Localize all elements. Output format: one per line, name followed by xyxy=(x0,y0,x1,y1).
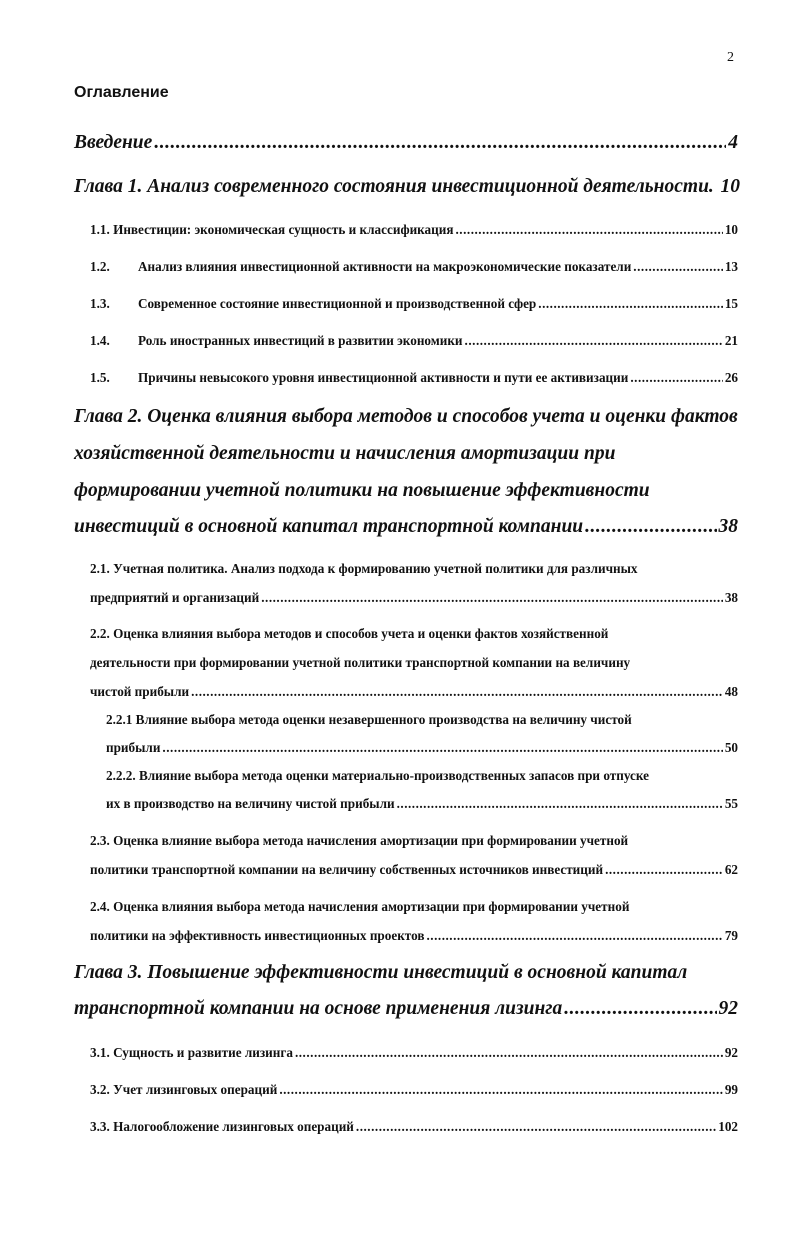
toc-entry-2-4-line-1[interactable]: 2.4. Оценка влияния выбора метода начисления амортизации при формировании учетной xyxy=(90,899,630,914)
leader-dots xyxy=(427,928,723,944)
toc-page-number: 13 xyxy=(724,259,738,274)
toc-entry-chapter-1[interactable] xyxy=(74,176,740,198)
toc-page-number: 48 xyxy=(724,684,738,699)
leader-dots xyxy=(261,590,723,606)
toc-entry-text: инвестиций в основной капитал транспортной компании xyxy=(74,516,584,537)
toc-entry-text: транспортной компании на основе применения лизинга xyxy=(74,998,563,1019)
toc-entry-chapter-3[interactable] xyxy=(74,998,738,1020)
toc-page-number: 38 xyxy=(718,516,738,537)
toc-page-number: 26 xyxy=(724,370,738,385)
toc-entry-2-2-2[interactable] xyxy=(106,796,738,812)
toc-entry-2-2-1[interactable] xyxy=(106,740,738,756)
toc-entry-text: 3.1. Сущность и развитие лизинга xyxy=(90,1045,293,1060)
toc-entry-2-2-line-2[interactable]: деятельности при формировании учетной политики транспортной компании на величину xyxy=(90,655,631,670)
toc-page-number: 102 xyxy=(718,1119,738,1134)
toc-page-number: 99 xyxy=(724,1082,738,1097)
toc-page-number: 21 xyxy=(724,333,738,348)
toc-entry-3-2[interactable] xyxy=(90,1082,738,1098)
toc-page-number: 10 xyxy=(724,222,738,237)
toc-entry-1-3[interactable] xyxy=(90,296,738,312)
toc-entry-number: 1.4. xyxy=(90,333,110,348)
leader-dots xyxy=(162,740,722,756)
toc-entry-text: чистой прибыли xyxy=(90,684,190,699)
toc-entry-text: предприятий и организаций xyxy=(90,590,260,605)
toc-entry-text: Причины невысокого уровня инвестиционной активности и пути ее активизации xyxy=(138,370,629,385)
page-number: 2 xyxy=(727,50,734,65)
toc-entry-2-2-2-line-1[interactable]: 2.2.2. Влияние выбора метода оценки материально-производственных запасов при отпуске xyxy=(106,768,649,783)
toc-chapter-2-line-2[interactable]: хозяйственной деятельности и начисления амортизации при xyxy=(74,443,616,464)
toc-chapter-3-line-1[interactable]: Глава 3. Повышение эффективности инвестиций в основной капитал xyxy=(74,962,688,983)
toc-entry-1-1[interactable] xyxy=(90,222,738,238)
toc-entry-3-3[interactable] xyxy=(90,1119,738,1135)
toc-page-number: 79 xyxy=(724,928,738,943)
toc-page-number: 4 xyxy=(728,132,738,153)
leader-dots xyxy=(356,1119,716,1135)
leader-dots xyxy=(465,333,723,349)
toc-entry-2-3[interactable] xyxy=(90,862,738,878)
toc-page-number: 55 xyxy=(724,796,738,811)
toc-entry-text: Роль иностранных инвестиций в развитии экономики xyxy=(138,333,463,348)
toc-entry-intro[interactable] xyxy=(74,132,738,154)
toc-entry-text: политики транспортной компании на величину собственных источников инвестиций xyxy=(90,862,604,877)
toc-entry-text: 1.1. Инвестиции: экономическая сущность и классификация xyxy=(90,222,454,237)
toc-entry-2-2[interactable] xyxy=(90,684,738,700)
toc-entry-2-2-line-1[interactable]: 2.2. Оценка влияния выбора методов и способов учета и оценки фактов хозяйственной xyxy=(90,626,609,641)
toc-page-number: 15 xyxy=(724,296,738,311)
toc-entry-text: Анализ влияния инвестиционной активности на макроэкономические показатели xyxy=(138,259,632,274)
toc-entry-2-3-line-1[interactable]: 2.3. Оценка влияние выбора метода начисления амортизации при формировании учетной xyxy=(90,833,629,848)
leader-dots xyxy=(456,222,723,238)
toc-entry-text: Введение xyxy=(74,132,153,153)
toc-page-number: 10 xyxy=(720,176,740,197)
toc-entry-number: 1.3. xyxy=(90,296,110,311)
toc-entry-text: Современное состояние инвестиционной и производственной сфер xyxy=(138,296,537,311)
toc-entry-1-4[interactable] xyxy=(90,333,738,349)
leader-dots xyxy=(630,370,722,386)
toc-page-number: 50 xyxy=(724,740,738,755)
toc-page-number: 92 xyxy=(718,998,738,1019)
toc-page-number: 38 xyxy=(724,590,738,605)
toc-entry-3-1[interactable] xyxy=(90,1045,738,1061)
toc-entry-text: прибыли xyxy=(106,740,161,755)
leader-dots xyxy=(295,1045,723,1061)
toc-entry-1-5[interactable] xyxy=(90,370,738,386)
toc-chapter-2-line-3[interactable]: формировании учетной политики на повышение эффективности xyxy=(74,480,650,501)
toc-entry-number: 1.5. xyxy=(90,370,110,385)
leader-dots xyxy=(397,796,723,812)
toc-chapter-2-line-1[interactable]: Глава 2. Оценка влияния выбора методов и способов учета и оценки фактов xyxy=(74,406,738,427)
toc-entry-text: их в производство на величину чистой прибыли xyxy=(106,796,395,811)
leader-dots xyxy=(585,516,716,538)
toc-entry-text: 3.2. Учет лизинговых операций xyxy=(90,1082,278,1097)
toc-title: Оглавление xyxy=(74,84,169,101)
leader-dots xyxy=(154,132,726,154)
leader-dots xyxy=(605,862,723,878)
toc-entry-number: 1.2. xyxy=(90,259,110,274)
toc-entry-text: политики на эффективность инвестиционных проектов xyxy=(90,928,425,943)
leader-dots xyxy=(633,259,723,275)
toc-entry-2-2-1-line-1[interactable]: 2.2.1 Влияние выбора метода оценки незавершенного производства на величину чистой xyxy=(106,712,632,727)
toc-entry-1-2[interactable] xyxy=(90,259,738,275)
toc-entry-2-1-line-1[interactable]: 2.1. Учетная политика. Анализ подхода к формированию учетной политики для различных xyxy=(90,561,638,576)
toc-entry-chapter-2[interactable] xyxy=(74,516,738,538)
leader-dots xyxy=(191,684,723,700)
toc-entry-text: 3.3. Налогообложение лизинговых операций xyxy=(90,1119,354,1134)
toc-entry-2-1[interactable] xyxy=(90,590,738,606)
toc-page-number: 92 xyxy=(724,1045,738,1060)
leader-dots xyxy=(564,998,716,1020)
leader-dots xyxy=(279,1082,722,1098)
toc-entry-2-4[interactable] xyxy=(90,928,738,944)
toc-entry-text: Глава 1. Анализ современного состояния инвестиционной деятельности. xyxy=(74,176,714,197)
toc-page-number: 62 xyxy=(724,862,738,877)
leader-dots xyxy=(538,296,723,312)
